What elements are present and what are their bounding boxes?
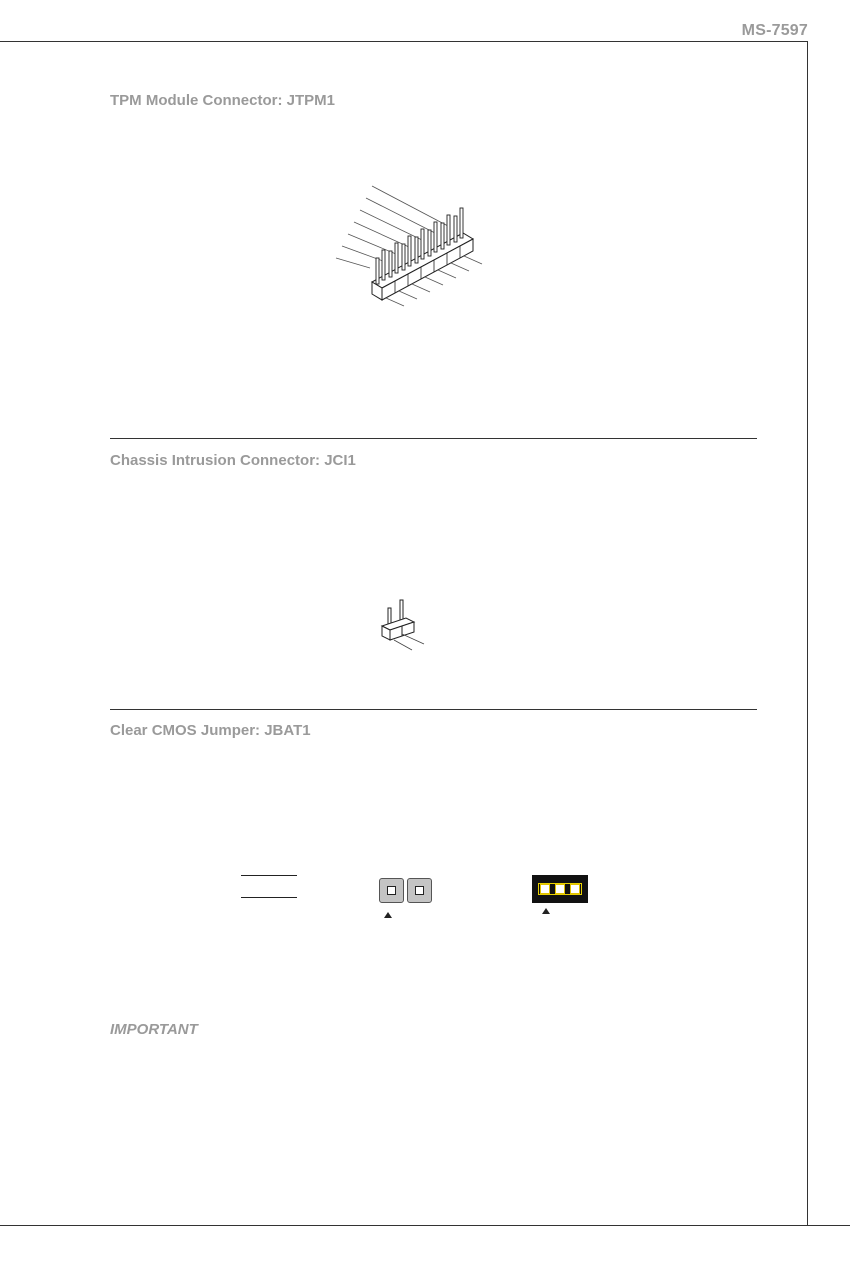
jumper-pin xyxy=(555,884,565,894)
cmos-section-title: Clear CMOS Jumper: JBAT1 xyxy=(110,722,311,739)
tpm-section-title: TPM Module Connector: JTPM1 xyxy=(110,92,335,109)
pin1-arrow-icon xyxy=(542,908,550,914)
jumper-pin xyxy=(379,878,404,903)
pin1-arrow-icon xyxy=(384,912,392,918)
ci-connector-diagram xyxy=(376,596,436,652)
cmos-label-line xyxy=(241,875,297,876)
footer-rule xyxy=(0,1225,850,1226)
jumper-pin xyxy=(407,878,432,903)
tpm-connector-diagram xyxy=(320,190,500,320)
important-heading: IMPORTANT xyxy=(110,1021,198,1038)
section-divider xyxy=(110,438,757,439)
section-divider xyxy=(110,709,757,710)
model-number: MS-7597 xyxy=(741,22,808,39)
cmos-label-line xyxy=(241,897,297,898)
jumper-pin xyxy=(540,884,550,894)
right-margin-rule xyxy=(807,41,808,1226)
jumper-pin xyxy=(570,884,580,894)
ci-section-title: Chassis Intrusion Connector: JCI1 xyxy=(110,452,356,469)
jumper-closed-diagram xyxy=(532,875,588,903)
header-rule xyxy=(0,41,808,42)
jumper-open-diagram xyxy=(379,878,433,905)
